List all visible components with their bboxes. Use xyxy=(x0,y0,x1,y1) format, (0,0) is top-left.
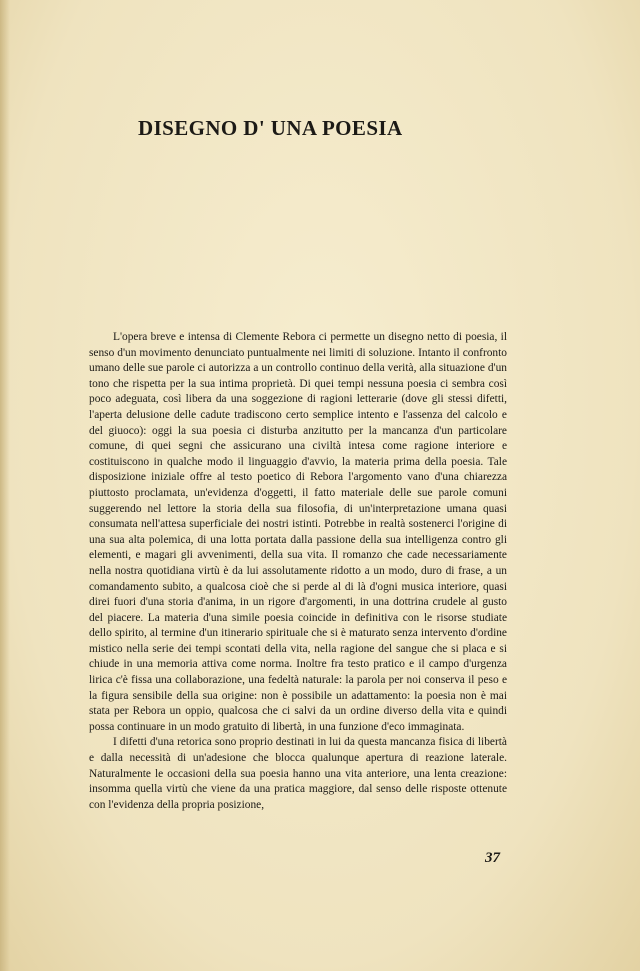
page-number: 37 xyxy=(485,850,500,866)
paragraph-2: I difetti d'una retorica sono proprio destinati in lui da questa mancanza fisica di libertà e dalla necessità di un'adesione che blocca qualunque apertura di reazione laterale. Naturalmente le occasioni della sua poesia hanno una vita anteriore, una lenta creazione: insomma quella virtù che viene da una pratica maggiore, dal senso delle risposte ottenute con l'evidenza della propria posizione, xyxy=(89,736,507,811)
paragraph-1: L'opera breve e intensa di Clemente Rebora ci permette un disegno netto di poesia, il senso d'un movimento denunciato puntualmente nei limiti di soluzione. Intanto il confronto umano delle sue parole ci autorizza a un controllo continuo della verità, alla situazione d'un tono che rispetta per la sua intima proprietà. Di quei tempi nessuna poesia ci sembra così poco adeguata, così libera da una soggezione di ragioni letterarie (dove gli stessi difetti, l'aperta delusione delle cadute tradiscono certo semplice intento e l'assenza del calcolo e del giuoco): oggi la sua poesia ci disturba anzitutto per la mancanza d'un particolare comune, di quei segni che assicurano una civiltà intesa come ragione interiore e costituiscono in qualche modo il linguaggio d'avvio, la materia prima della poesia. Tale disposizione iniziale offre al testo poetico di Rebora l'argomento vano d'una chiarezza piuttosto proclamata, un'evidenza d'oggetti, il fatto materiale delle sue parole comuni suggerendo nel lettore la storia della sua filosofia, di un'interpretazione umana quasi consumata nell'attesa superficiale dei nostri istinti. Potrebbe in realtà sostenerci l'origine di una sua alta polemica, di una lotta portata dalla passione della sua intelligenza contro gli elementi, e magari gli avvenimenti, della sua vita. Il romanzo che cade necessariamente nella nostra quotidiana virtù è da lui assolutamente ridotto a un modo, duro di frase, a un comandamento subito, a qualcosa cioè che si perde al di là d'ogni musica interiore, quasi direi fuori d'una storia d'anima, in un rigore d'argomenti, in una dottrina crudele al gusto del piacere. La materia d'una simile poesia coincide in definitiva con le risorse studiate dello spirito, al termine d'un itinerario spirituale che si è maturato senza intervento d'ordine mistico nella serie dei tempi scontati della vita, nella ragione del sangue che si placa e si chiude in una memoria attiva come norma. Inoltre fra testo pratico e il campo d'urgenza lirica c'è fissa una collaborazione, una fedeltà naturale: la parola per noi conserva il peso e la figura sensibile della sua origine: non è possibile un adattamento: la poesia non è mai stata per Rebora un oppio, qualcosa che ci salvi da un ordine diverso della vita e quindi possa continuare in un modo gratuito di libertà, in una funzione d'eco immaginata. xyxy=(89,331,507,733)
page-title: DISEGNO D' UNA POESIA xyxy=(138,116,403,140)
article-body xyxy=(89,330,507,813)
